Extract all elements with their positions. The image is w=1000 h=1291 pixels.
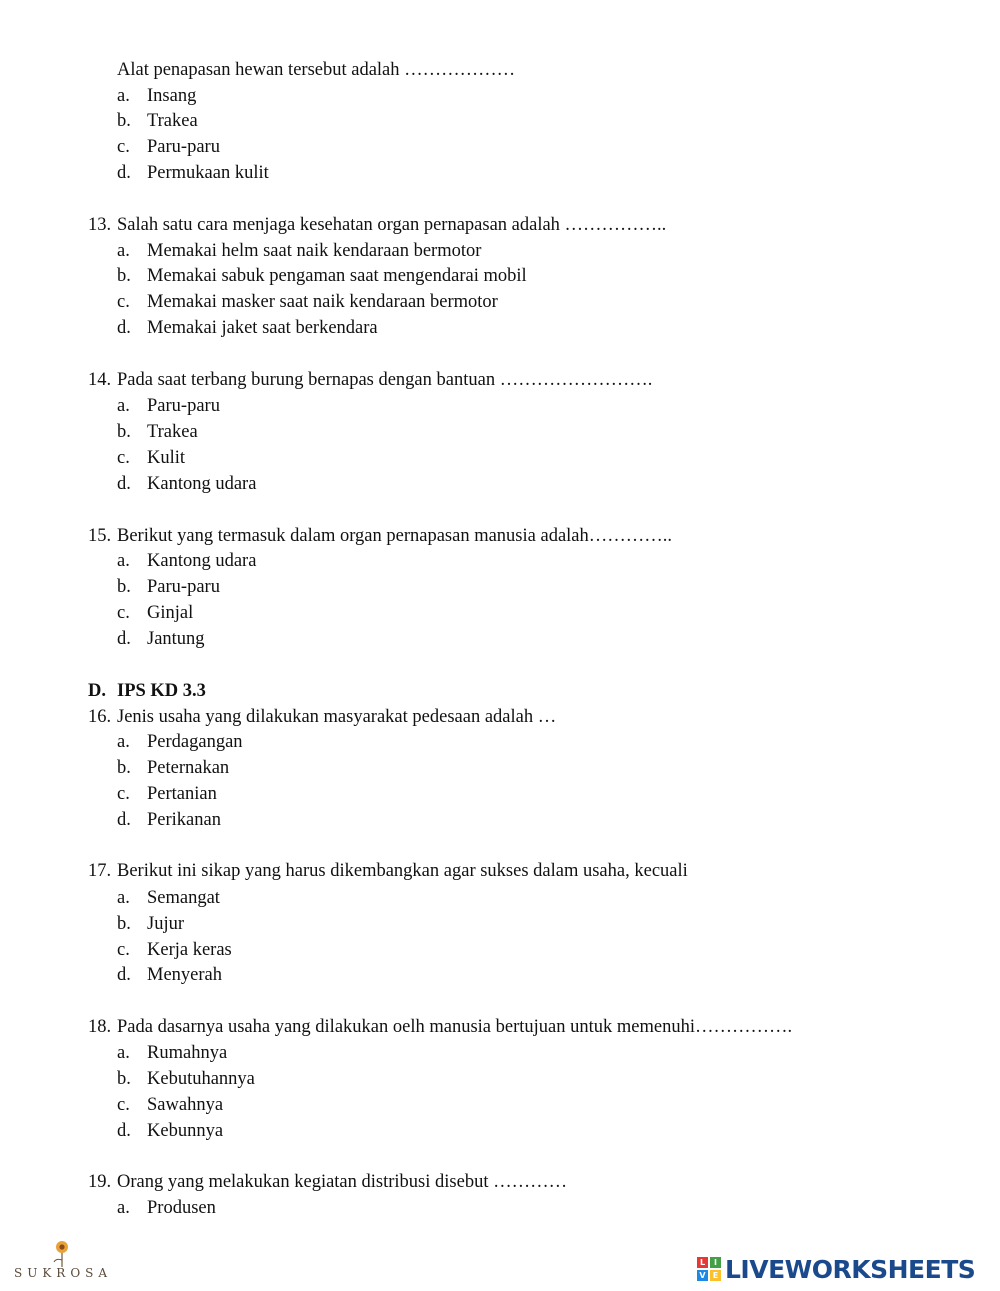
option-letter: d. bbox=[117, 965, 131, 985]
option-text: Memakai helm saat naik kendaraan bermotor bbox=[147, 241, 482, 261]
option-letter: c. bbox=[117, 1095, 130, 1115]
option-text: Kebunnya bbox=[147, 1121, 224, 1141]
option-letter: b. bbox=[117, 914, 131, 934]
question-text: Salah satu cara menjaga kesehatan organ pernapasan adalah …………….. bbox=[117, 215, 667, 235]
liveworksheets-brand: LIVEWORKSHEETS bbox=[725, 1254, 976, 1284]
intro-question-text: Alat penapasan hewan tersebut adalah ……………… bbox=[117, 60, 516, 80]
question-text: Pada dasarnya usaha yang dilakukan oelh manusia bertujuan untuk memenuhi……………. bbox=[117, 1017, 793, 1037]
option-text: Paru-paru bbox=[147, 396, 220, 416]
option-letter: d. bbox=[117, 629, 131, 649]
option-text: Kerja keras bbox=[147, 940, 232, 960]
question-number: 13. bbox=[88, 215, 112, 235]
option-text: Paru-paru bbox=[147, 577, 220, 597]
question-number: 18. bbox=[88, 1017, 112, 1037]
option-text: Peternakan bbox=[147, 758, 230, 778]
option-text: Jantung bbox=[147, 629, 205, 649]
option-text: Insang bbox=[147, 86, 197, 106]
option-letter: d. bbox=[117, 318, 131, 338]
question-number: 15. bbox=[88, 526, 112, 546]
option-letter: c. bbox=[117, 603, 130, 623]
option-letter: d. bbox=[117, 474, 131, 494]
section-letter: D. bbox=[88, 681, 106, 701]
block-e: E bbox=[710, 1270, 721, 1281]
option-text: Kantong udara bbox=[147, 551, 257, 571]
option-letter: c. bbox=[117, 448, 130, 468]
sukrosa-logo bbox=[14, 1238, 114, 1288]
option-letter: a. bbox=[117, 1043, 130, 1063]
option-letter: b. bbox=[117, 758, 131, 778]
option-letter: a. bbox=[117, 732, 130, 752]
option-text: Produsen bbox=[147, 1198, 216, 1218]
option-text: Pertanian bbox=[147, 784, 217, 804]
option-text: Perikanan bbox=[147, 810, 221, 830]
option-text: Rumahnya bbox=[147, 1043, 228, 1063]
block-i: I bbox=[710, 1257, 721, 1268]
option-letter: a. bbox=[117, 396, 130, 416]
option-letter: a. bbox=[117, 1198, 130, 1218]
option-letter: c. bbox=[117, 940, 130, 960]
option-letter: c. bbox=[117, 137, 130, 157]
option-text: Perdagangan bbox=[147, 732, 243, 752]
option-text: Trakea bbox=[147, 111, 198, 131]
section-title: IPS KD 3.3 bbox=[117, 681, 206, 701]
option-text: Menyerah bbox=[147, 965, 222, 985]
option-text: Kebutuhannya bbox=[147, 1069, 255, 1089]
option-letter: c. bbox=[117, 292, 130, 312]
option-text: Permukaan kulit bbox=[147, 163, 269, 183]
option-letter: a. bbox=[117, 86, 130, 106]
question-text: Pada saat terbang burung bernapas dengan bantuan ……………………. bbox=[117, 370, 653, 390]
option-text: Semangat bbox=[147, 888, 220, 908]
option-text: Trakea bbox=[147, 422, 198, 442]
sukrosa-brand: SUKROSA bbox=[14, 1266, 113, 1280]
option-letter: b. bbox=[117, 111, 131, 131]
option-letter: d. bbox=[117, 810, 131, 830]
liveworksheets-logo bbox=[697, 1255, 975, 1283]
question-text: Berikut ini sikap yang harus dikembangkan agar sukses dalam usaha, kecuali bbox=[117, 861, 688, 881]
option-letter: b. bbox=[117, 577, 131, 597]
option-letter: a. bbox=[117, 888, 130, 908]
liveworksheets-blocks-icon bbox=[697, 1257, 721, 1281]
option-text: Memakai masker saat naik kendaraan bermotor bbox=[147, 292, 498, 312]
option-letter: a. bbox=[117, 241, 130, 261]
question-text: Berikut yang termasuk dalam organ pernapasan manusia adalah………….. bbox=[117, 526, 673, 546]
option-text: Sawahnya bbox=[147, 1095, 224, 1115]
block-v: V bbox=[697, 1270, 708, 1281]
option-letter: c. bbox=[117, 784, 130, 804]
option-text: Memakai sabuk pengaman saat mengendarai mobil bbox=[147, 266, 527, 286]
option-text: Kulit bbox=[147, 448, 186, 468]
option-text: Memakai jaket saat berkendara bbox=[147, 318, 378, 338]
option-letter: b. bbox=[117, 1069, 131, 1089]
section-heading bbox=[88, 680, 206, 702]
question-number: 16. bbox=[88, 707, 112, 727]
option-text: Jujur bbox=[147, 914, 184, 934]
option-text: Kantong udara bbox=[147, 474, 257, 494]
option-letter: d. bbox=[117, 1121, 131, 1141]
block-l: L bbox=[697, 1257, 708, 1268]
question-number: 17. bbox=[88, 861, 112, 881]
option-text: Paru-paru bbox=[147, 137, 220, 157]
option-letter: d. bbox=[117, 163, 131, 183]
option-letter: b. bbox=[117, 422, 131, 442]
question-text: Jenis usaha yang dilakukan masyarakat pedesaan adalah … bbox=[117, 707, 557, 727]
question-number: 19. bbox=[88, 1172, 112, 1192]
option-text: Ginjal bbox=[147, 603, 194, 623]
flower-icon bbox=[40, 1238, 100, 1268]
option-letter: a. bbox=[117, 551, 130, 571]
question-number: 14. bbox=[88, 370, 112, 390]
question-text: Orang yang melakukan kegiatan distribusi disebut ………… bbox=[117, 1172, 568, 1192]
option-letter: b. bbox=[117, 266, 131, 286]
